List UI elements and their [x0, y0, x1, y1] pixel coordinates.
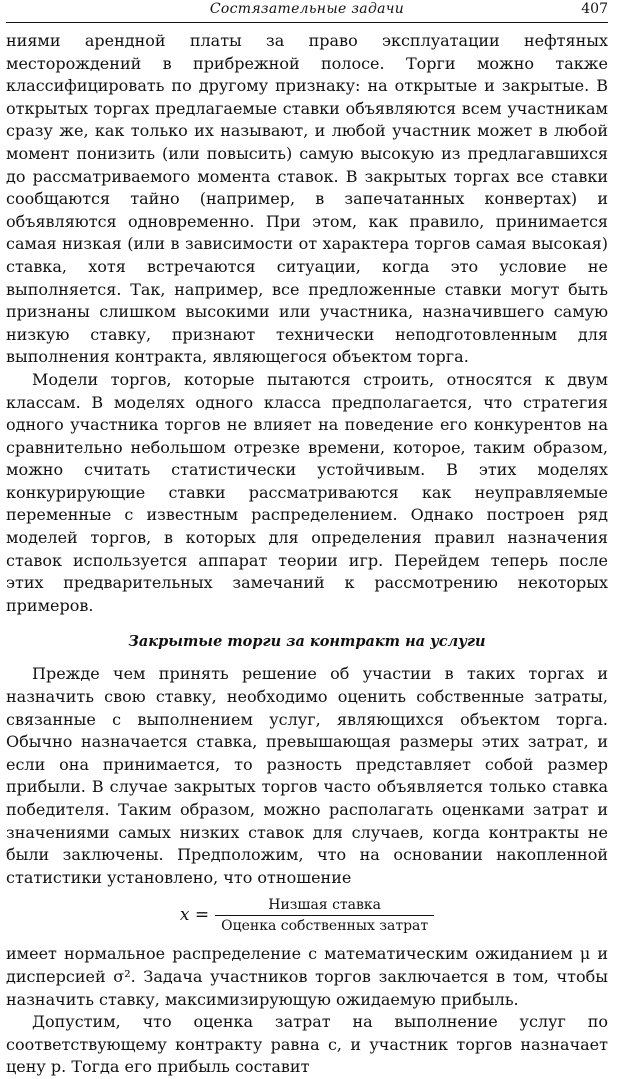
page-header — [6, 0, 608, 23]
running-head: Состязательные задачи — [209, 1, 405, 17]
paragraph-assume: Допустим, что оценка затрат на выполнение услуг по соответствующему контракту равна c, и участник торгов назначает цену p. Тогда его прибыль составит — [6, 1012, 608, 1077]
paragraph-distribution: имеет нормальное распределение с математическим ожиданием μ и дисперсией σ². Задача участников торгов заключается в том, чтобы назначить ставку, максимизирующую ожидаемую прибыль. — [6, 944, 608, 1009]
page-number: 407 — [581, 1, 608, 17]
formula-fraction — [215, 896, 434, 935]
page-body — [6, 30, 608, 1079]
formula-numerator: Низшая ставка — [268, 896, 381, 913]
paragraph-models: Модели торгов, которые пытаются строить, относятся к двум классам. В моделях одного класса предполагается, что стратегия одного участника торгов не влияет на поведение его конкурентов на сравнительно небольшом отрезке времени, которое, таким образом, можно считать статистически устойчивым. В этих моделях конкурирующие ставки рассматриваются как неуправляемые переменные с известным распределением. Однако построен ряд моделей торгов, в которых для определения правил назначения ставок используется аппарат теории игр. Перейдем теперь после этих предварительных замечаний к рассмотрению некоторых примеров. — [6, 369, 608, 615]
paragraph-intro: Прежде чем принять решение об участии в таких торгах и назначить свою ставку, необходимо оценить собственные затраты, связанные с выполнением услуг, являющихся объектом торга. Обычно назначается ставка, превышающая размеры этих затрат, и если она принимается, то разность представляет собой размер прибыли. В случае закрытых торгов часто объявляется только ставка победителя. Таким образом, можно располагать оценками затрат и значениями самых низких ставок для случаев, когда контракты не были заключены. Предположим, что на основании накопленной статистики установлено, что отношение — [6, 664, 608, 887]
paragraph-continued: ниями арендной платы за право эксплуатации нефтяных месторождений в прибрежной полосе. Торги можно также классифицировать по другому признаку: на открытые и закрытые. В открытых торгах предлагаемые ставки объявляются всем участникам сразу же, как только их называют, и любой участник может в любой момент понизить (или повысить) самую высокую из предлагавшихся до рассматриваемого момента ставок. В закрытых торгах все ставки сообщаются тайно (например, в запечатанных конвертах) и объявляются одновременно. При этом, как правило, принимается самая низкая (или в зависимости от характера торгов самая высокая) ставка, хотя встречаются ситуации, когда это условие не выполняется. Так, например, все предложенные ставки могут быть признаны слишком высокими или участника, назначившего самую низкую ставку, признают технически неподготовленным для выполнения контракта, являющегося объектом торга. — [6, 31, 608, 367]
formula-denominator: Оценка собственных затрат — [221, 917, 429, 934]
formula-variable: x = — [179, 905, 210, 926]
section-title: Закрытые торги за контракт на услуги — [128, 633, 486, 651]
ratio-formula — [6, 893, 608, 937]
